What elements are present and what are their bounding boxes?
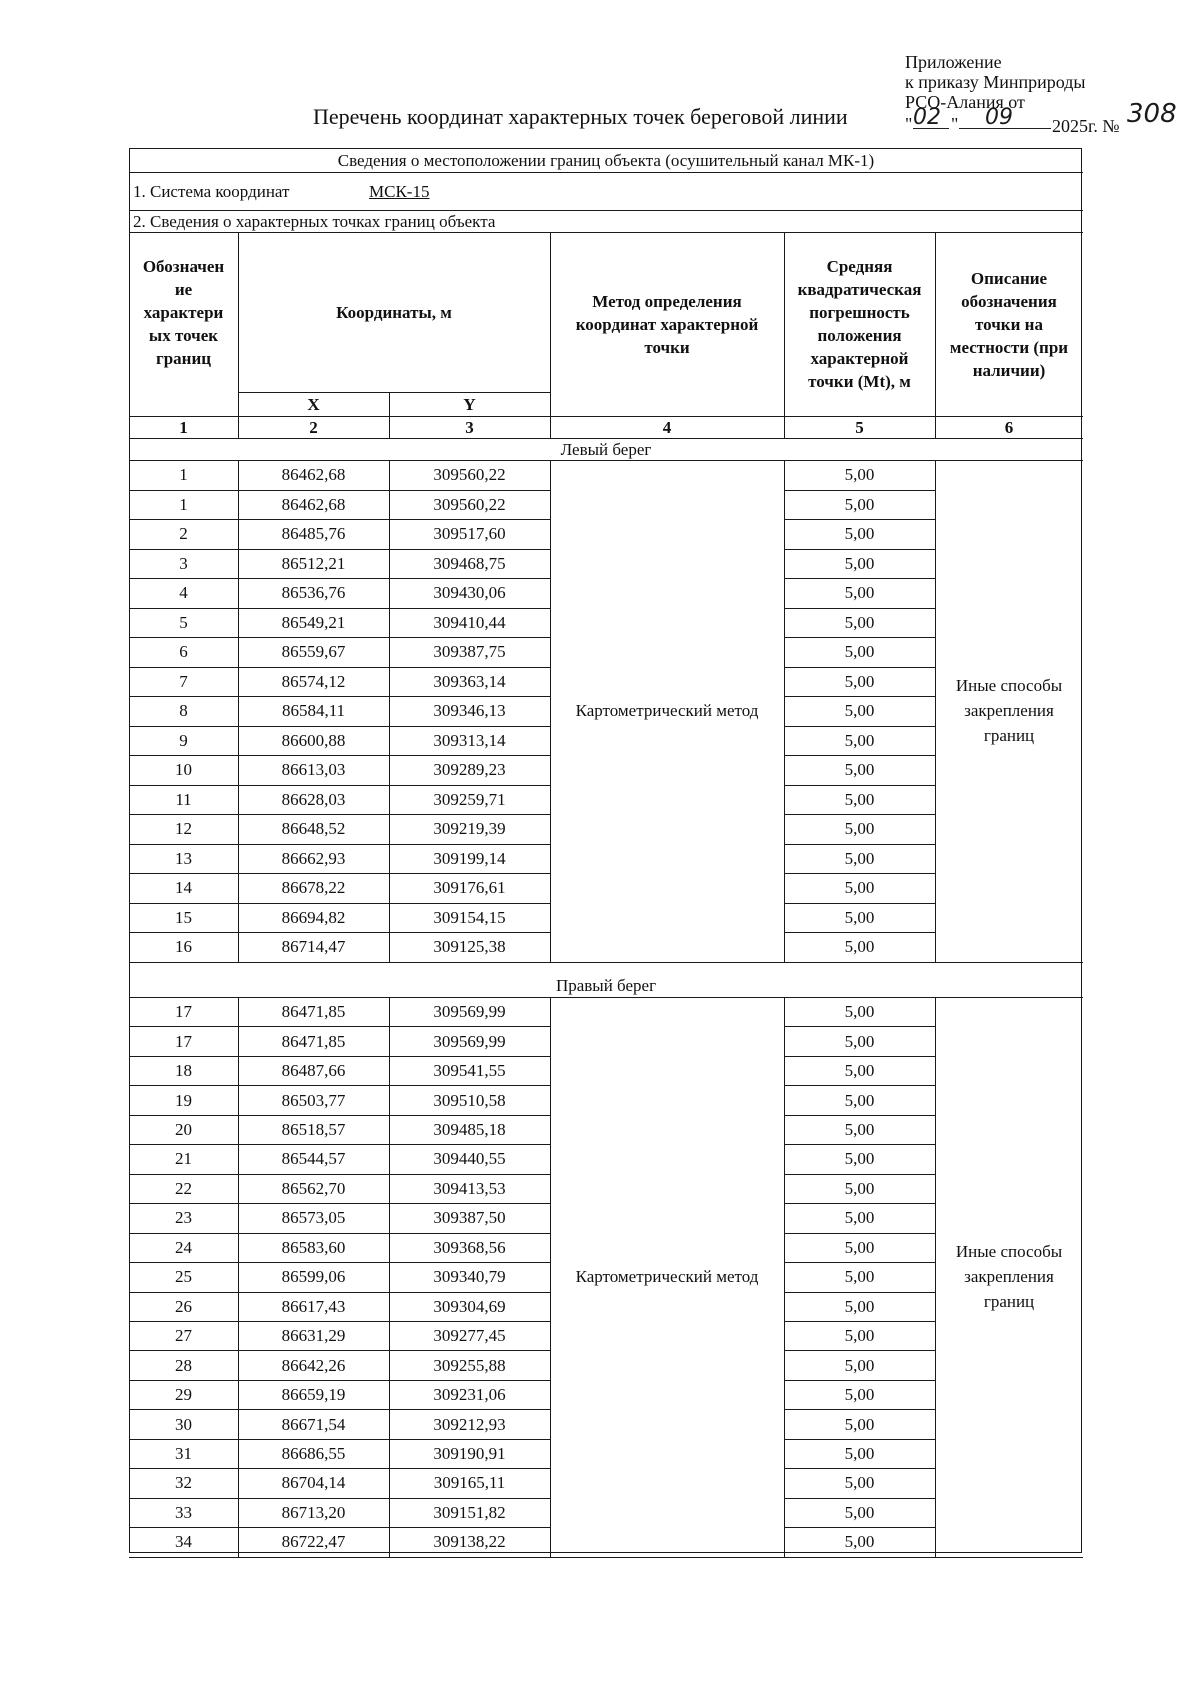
coord-system-value: МСК-15	[369, 181, 430, 201]
table-cell-error: 5,00	[844, 612, 875, 632]
table-cell-x: 86562,70	[281, 1178, 346, 1198]
table-cell-error: 5,00	[844, 1149, 875, 1169]
date-month: 09	[985, 105, 1013, 130]
header-x: X	[307, 394, 320, 414]
table-cell-error: 5,00	[844, 1355, 875, 1375]
table-cell-x: 86549,21	[281, 612, 346, 632]
table-cell-point-number: 21	[175, 1149, 192, 1169]
table-cell-x: 86573,05	[281, 1208, 346, 1228]
table-cell-x: 86462,68	[281, 465, 346, 485]
table-cell-point-number: 17	[175, 1002, 192, 1022]
table-cell-x: 86462,68	[281, 494, 346, 514]
table-cell-y: 309154,15	[433, 907, 506, 927]
table-cell-error: 5,00	[844, 1443, 875, 1463]
table-cell-x: 86617,43	[281, 1296, 346, 1316]
table-cell-x: 86613,03	[281, 760, 346, 780]
table-cell-y: 309190,91	[433, 1443, 506, 1463]
table-cell-error: 5,00	[844, 907, 875, 927]
table-cell-error: 5,00	[844, 1296, 875, 1316]
table-cell-error: 5,00	[844, 465, 875, 485]
header-description: Описание обозначения точки на местности (при наличии)	[949, 268, 1069, 380]
table-cell-x: 86600,88	[281, 730, 346, 750]
column-number: 4	[662, 417, 672, 437]
table-cell-point-number: 16	[175, 937, 192, 957]
header-error: Средняя квадратическая погрешность положения характерной точки (Mt), м	[797, 257, 922, 391]
table-cell-error: 5,00	[844, 1267, 875, 1287]
table-cell-point-number: 5	[179, 612, 188, 632]
coord-system-label: 1. Система координат	[133, 181, 290, 201]
table-cell-error: 5,00	[844, 1326, 875, 1346]
table-cell-y: 309259,71	[433, 789, 506, 809]
table-cell-x: 86722,47	[281, 1532, 346, 1552]
table-cell-x: 86659,19	[281, 1385, 346, 1405]
merged-method-cell: Картометрический метод	[575, 1267, 759, 1287]
table-cell-point-number: 24	[175, 1237, 192, 1257]
merged-description-cell: Иные способы закрепления границ	[955, 1242, 1063, 1312]
appendix-line-1: Приложение	[905, 52, 1002, 72]
table-cell-point-number: 18	[175, 1061, 192, 1081]
table-cell-x: 86536,76	[281, 583, 346, 603]
section-header: Левый берег	[560, 439, 652, 459]
page-title: Перечень координат характерных точек береговой линии	[313, 104, 848, 129]
table-cell-y: 309304,69	[433, 1296, 506, 1316]
table-cell-y: 309212,93	[433, 1414, 506, 1434]
table-cell-point-number: 27	[175, 1326, 192, 1346]
table-cell-y: 309340,79	[433, 1267, 506, 1287]
table-cell-point-number: 26	[175, 1296, 192, 1316]
table-cell-y: 309125,38	[433, 937, 506, 957]
table-cell-point-number: 22	[175, 1178, 192, 1198]
table-cell-x: 86686,55	[281, 1443, 346, 1463]
table-caption: Сведения о местоположении границ объекта (осушительный канал МК-1)	[337, 150, 875, 170]
table-cell-y: 309387,50	[433, 1208, 506, 1228]
table-cell-error: 5,00	[844, 553, 875, 573]
coordinates-table	[129, 148, 1083, 1554]
appendix-line-3: РСО-Алания от	[905, 92, 1025, 112]
table-cell-x: 86544,57	[281, 1149, 346, 1169]
table-cell-x: 86628,03	[281, 789, 346, 809]
table-cell-error: 5,00	[844, 701, 875, 721]
table-cell-error: 5,00	[844, 937, 875, 957]
table-cell-y: 309560,22	[433, 494, 506, 514]
table-cell-y: 309231,06	[433, 1385, 506, 1405]
table-cell-point-number: 20	[175, 1120, 192, 1140]
table-cell-y: 309569,99	[433, 1031, 506, 1051]
table-cell-point-number: 4	[179, 583, 188, 603]
table-cell-y: 309363,14	[433, 671, 506, 691]
table-cell-point-number: 9	[179, 730, 188, 750]
table-cell-point-number: 25	[175, 1267, 192, 1287]
table-cell-x: 86518,57	[281, 1120, 346, 1140]
table-cell-y: 309138,22	[433, 1532, 506, 1552]
table-cell-x: 86485,76	[281, 524, 346, 544]
table-cell-error: 5,00	[844, 642, 875, 662]
table-cell-point-number: 15	[175, 907, 192, 927]
table-cell-point-number: 12	[175, 819, 192, 839]
header-point-designation: Обозначен ие характери ых точек границ	[142, 256, 225, 368]
appendix-block	[905, 52, 1177, 136]
table-cell-error: 5,00	[844, 848, 875, 868]
header-coordinates: Координаты, м	[336, 302, 452, 322]
table-cell-error: 5,00	[844, 524, 875, 544]
table-cell-y: 309289,23	[433, 760, 506, 780]
table-cell-x: 86713,20	[281, 1502, 346, 1522]
table-cell-error: 5,00	[844, 1061, 875, 1081]
grid-line	[129, 1557, 1083, 1558]
table-cell-point-number: 28	[175, 1355, 192, 1375]
table-cell-y: 309277,45	[433, 1326, 506, 1346]
table-cell-error: 5,00	[844, 1385, 875, 1405]
column-number: 3	[465, 417, 474, 437]
column-number: 6	[1004, 417, 1014, 437]
table-cell-y: 309413,53	[433, 1178, 506, 1198]
table-cell-error: 5,00	[844, 1237, 875, 1257]
table-cell-point-number: 13	[175, 848, 192, 868]
table-cell-error: 5,00	[844, 878, 875, 898]
table-cell-point-number: 8	[179, 701, 188, 721]
table-cell-error: 5,00	[844, 494, 875, 514]
table-cell-y: 309569,99	[433, 1002, 506, 1022]
table-cell-error: 5,00	[844, 1178, 875, 1198]
table-cell-y: 309255,88	[433, 1355, 506, 1375]
table-cell-y: 309440,55	[433, 1149, 506, 1169]
appendix-line-2: к приказу Минприроды	[905, 72, 1086, 92]
table-cell-error: 5,00	[844, 671, 875, 691]
table-cell-point-number: 34	[175, 1532, 192, 1552]
table-cell-point-number: 33	[175, 1502, 192, 1522]
table-cell-y: 309430,06	[433, 583, 506, 603]
grid-line	[129, 962, 1083, 963]
table-cell-y: 309468,75	[433, 553, 506, 573]
table-cell-error: 5,00	[844, 1208, 875, 1228]
table-cell-error: 5,00	[844, 1120, 875, 1140]
table-cell-y: 309346,13	[433, 701, 506, 721]
table-cell-x: 86678,22	[281, 878, 346, 898]
table-cell-x: 86574,12	[281, 671, 346, 691]
table-cell-point-number: 17	[175, 1031, 192, 1051]
table-cell-error: 5,00	[844, 1473, 875, 1493]
table-cell-point-number: 1	[179, 494, 188, 514]
table-cell-x: 86648,52	[281, 819, 346, 839]
table-cell-y: 309485,18	[433, 1120, 506, 1140]
table-cell-x: 86487,66	[281, 1061, 346, 1081]
table-cell-y: 309368,56	[433, 1237, 506, 1257]
column-number: 5	[855, 417, 864, 437]
table-cell-error: 5,00	[844, 730, 875, 750]
table-cell-y: 309313,14	[433, 730, 506, 750]
table-cell-y: 309410,44	[433, 612, 506, 632]
table-cell-y: 309510,58	[433, 1090, 506, 1110]
table-cell-y: 309541,55	[433, 1061, 506, 1081]
table-cell-error: 5,00	[844, 1002, 875, 1022]
table-cell-x: 86471,85	[281, 1002, 346, 1022]
table-cell-y: 309176,61	[433, 878, 506, 898]
table-cell-x: 86583,60	[281, 1237, 346, 1257]
table-cell-x: 86503,77	[281, 1090, 346, 1110]
table-cell-error: 5,00	[844, 583, 875, 603]
table-cell-point-number: 1	[179, 465, 188, 485]
table-cell-point-number: 19	[175, 1090, 192, 1110]
section-header: Правый берег	[555, 975, 657, 995]
table-cell-point-number: 32	[175, 1473, 192, 1493]
table-cell-error: 5,00	[844, 819, 875, 839]
table-cell-point-number: 14	[175, 878, 192, 898]
table-cell-error: 5,00	[844, 1414, 875, 1434]
table-cell-x: 86714,47	[281, 937, 346, 957]
table-cell-x: 86631,29	[281, 1326, 346, 1346]
date-quote-open: "	[905, 114, 913, 134]
table-cell-y: 309151,82	[433, 1502, 506, 1522]
table-cell-y: 309517,60	[433, 524, 506, 544]
table-cell-y: 309199,14	[433, 848, 506, 868]
points-info-label: 2. Сведения о характерных точках границ объекта	[133, 211, 496, 231]
date-quote-close: "	[951, 114, 959, 134]
date-day-underline	[913, 128, 949, 129]
table-cell-x: 86512,21	[281, 553, 346, 573]
order-number: 308	[1127, 99, 1177, 129]
header-method: Метод определения координат характерной точки	[575, 291, 759, 357]
column-number: 2	[309, 417, 318, 437]
table-cell-x: 86559,67	[281, 642, 346, 662]
header-y: Y	[463, 394, 476, 414]
date-day: 02	[913, 105, 941, 130]
table-cell-x: 86584,11	[281, 701, 346, 721]
merged-description-cell: Иные способы закрепления границ	[955, 676, 1063, 746]
table-cell-point-number: 11	[175, 789, 192, 809]
table-cell-x: 86642,26	[281, 1355, 346, 1375]
table-cell-error: 5,00	[844, 760, 875, 780]
table-cell-error: 5,00	[844, 1031, 875, 1051]
table-cell-x: 86694,82	[281, 907, 346, 927]
merged-method-cell: Картометрический метод	[575, 701, 759, 721]
table-cell-point-number: 6	[179, 642, 188, 662]
table-cell-x: 86704,14	[281, 1473, 346, 1493]
table-cell-point-number: 31	[175, 1443, 192, 1463]
table-cell-point-number: 10	[175, 760, 192, 780]
table-cell-point-number: 30	[175, 1414, 192, 1434]
date-year: 2025г. №	[1052, 116, 1120, 136]
table-cell-error: 5,00	[844, 1502, 875, 1522]
table-cell-x: 86671,54	[281, 1414, 346, 1434]
table-cell-error: 5,00	[844, 1532, 875, 1552]
table-cell-error: 5,00	[844, 1090, 875, 1110]
table-cell-point-number: 29	[175, 1385, 192, 1405]
table-cell-x: 86599,06	[281, 1267, 346, 1287]
table-cell-y: 309560,22	[433, 465, 506, 485]
table-cell-point-number: 7	[179, 671, 188, 691]
table-cell-error: 5,00	[844, 789, 875, 809]
grid-line	[389, 416, 390, 438]
table-cell-point-number: 3	[179, 553, 188, 573]
table-cell-point-number: 2	[179, 524, 188, 544]
date-month-underline	[959, 128, 1051, 129]
table-cell-x: 86662,93	[281, 848, 346, 868]
table-cell-point-number: 23	[175, 1208, 192, 1228]
table-cell-y: 309165,11	[433, 1473, 506, 1493]
table-cell-y: 309387,75	[433, 642, 506, 662]
table-cell-y: 309219,39	[433, 819, 506, 839]
column-number: 1	[179, 417, 188, 437]
table-cell-x: 86471,85	[281, 1031, 346, 1051]
